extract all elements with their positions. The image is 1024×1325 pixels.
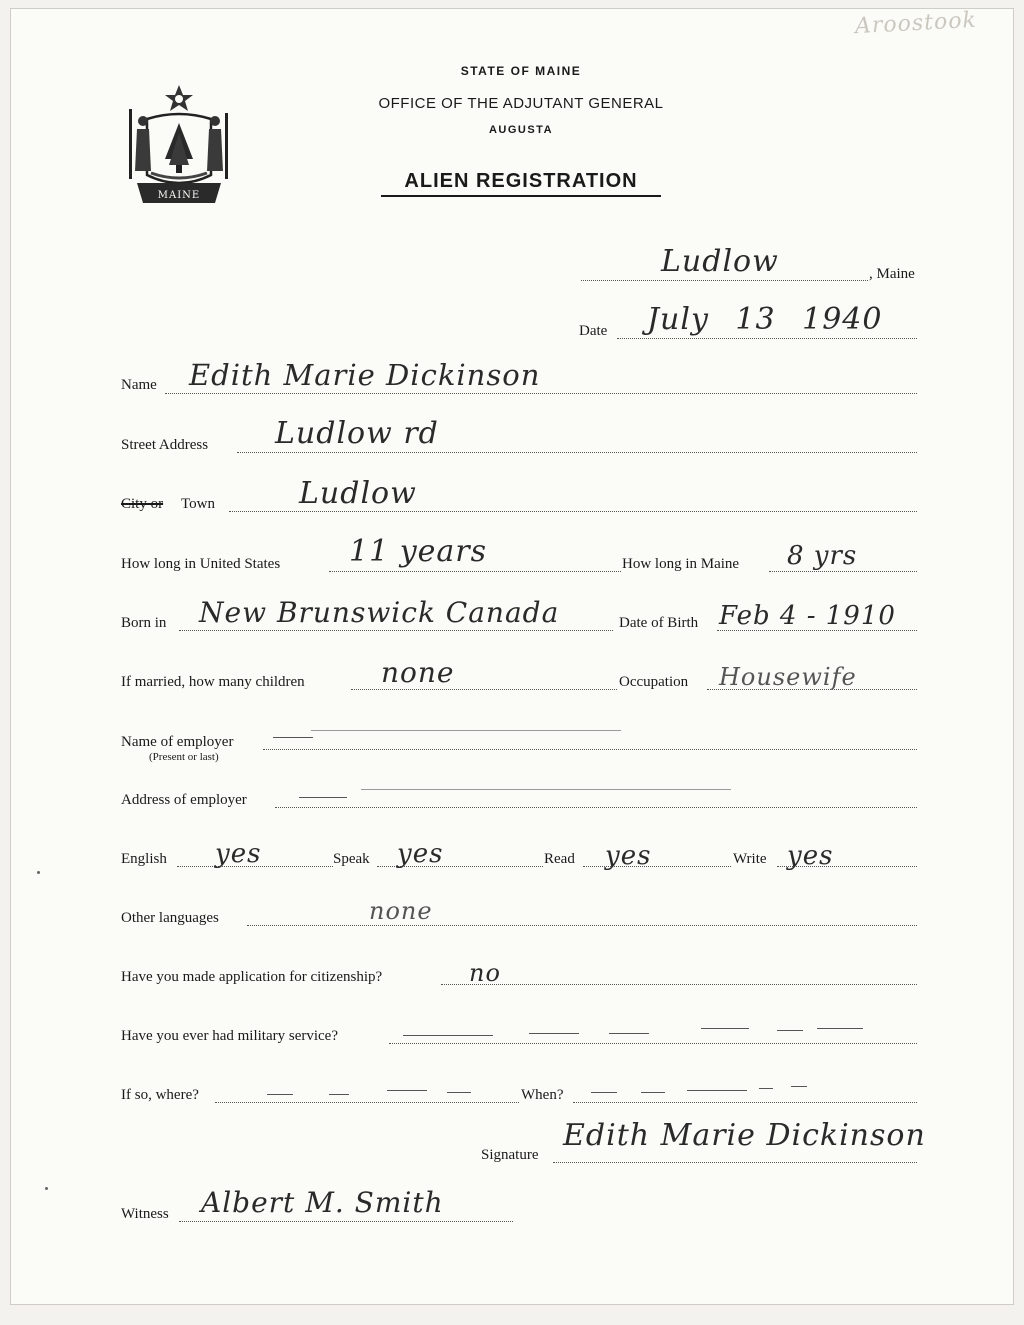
how-long-maine-dotted-line	[769, 571, 917, 572]
born-in-value[interactable]: New Brunswick Canada	[199, 596, 560, 629]
other-languages-dotted-line	[247, 925, 917, 926]
date-dotted-line	[617, 338, 917, 339]
children-value[interactable]: none	[381, 656, 455, 689]
how-long-us-dotted-line	[329, 571, 621, 572]
how-long-maine-label: How long in Maine	[622, 556, 740, 572]
military-where-dash	[447, 1092, 471, 1093]
signature-dotted-line	[553, 1162, 917, 1163]
registration-form	[10, 8, 1014, 1305]
street-address-value[interactable]: Ludlow rd	[275, 416, 439, 451]
military-when-label: When?	[521, 1087, 564, 1103]
title-underline	[381, 195, 661, 197]
signature-value[interactable]: Edith Marie Dickinson	[563, 1118, 926, 1153]
military-dash	[777, 1030, 803, 1031]
children-label: If married, how many children	[121, 674, 305, 690]
other-languages-label: Other languages	[121, 910, 219, 926]
date-value[interactable]: July 13 1940	[647, 302, 883, 337]
office-heading: OFFICE OF THE ADJUTANT GENERAL	[378, 95, 664, 112]
military-when-dash	[641, 1092, 665, 1093]
military-dash	[403, 1035, 493, 1036]
military-dash	[817, 1028, 863, 1029]
employer-name-dash	[273, 737, 313, 738]
speak-value[interactable]: yes	[397, 839, 444, 869]
military-when-dash	[591, 1092, 617, 1093]
military-dash	[701, 1028, 749, 1029]
name-dotted-line	[165, 393, 917, 394]
military-when-dash	[759, 1088, 773, 1089]
occupation-value[interactable]: Housewife	[719, 663, 857, 691]
citizenship-value[interactable]: no	[469, 959, 501, 987]
read-label: Read	[544, 851, 575, 867]
military-where-dash	[387, 1090, 427, 1091]
employer-name-sublabel: (Present or last)	[149, 751, 219, 763]
how-long-us-value[interactable]: 11 years	[349, 534, 488, 569]
born-in-label: Born in	[121, 615, 167, 631]
street-address-label: Street Address	[121, 437, 209, 453]
street-address-dotted-line	[237, 452, 917, 453]
citizenship-dotted-line	[441, 984, 917, 985]
english-label: English	[121, 851, 167, 867]
name-value[interactable]: Edith Marie Dickinson	[189, 358, 541, 392]
military-dash	[609, 1033, 649, 1034]
signature-label: Signature	[481, 1147, 539, 1163]
other-languages-value[interactable]: none	[369, 897, 433, 925]
maine-suffix: , Maine	[869, 266, 915, 282]
employer-address-dash	[361, 789, 731, 790]
corner-note: Aroostook	[854, 7, 978, 40]
city-town-value[interactable]: Ludlow	[299, 476, 417, 511]
employer-name-dotted-line	[263, 749, 917, 750]
town-field-dotted-line	[229, 511, 917, 512]
paper-speck	[45, 1187, 48, 1190]
date-of-birth-label: Date of Birth	[619, 615, 699, 631]
page-title: ALIEN REGISTRATION	[404, 170, 638, 192]
maine-seal-icon	[123, 79, 235, 209]
name-label: Name	[121, 377, 157, 393]
how-long-us-label: How long in United States	[121, 556, 281, 572]
employer-name-label: Name of employer	[121, 734, 234, 750]
paper-speck	[37, 871, 40, 874]
military-when-dash	[687, 1090, 747, 1091]
witness-dotted-line	[179, 1221, 513, 1222]
military-when-dash	[791, 1086, 807, 1087]
read-value[interactable]: yes	[605, 841, 652, 871]
military-where-label: If so, where?	[121, 1087, 199, 1103]
date-of-birth-value[interactable]: Feb 4 - 1910	[719, 601, 896, 631]
town-label: Town	[181, 496, 215, 512]
english-value[interactable]: yes	[215, 839, 262, 869]
how-long-maine-value[interactable]: 8 yrs	[787, 541, 858, 571]
children-dotted-line	[351, 689, 617, 690]
employer-address-dash	[299, 797, 347, 798]
town-dotted-line	[581, 280, 868, 281]
town-value[interactable]: Ludlow	[661, 244, 779, 279]
employer-name-dash	[311, 730, 621, 731]
military-where-dash	[267, 1094, 293, 1095]
military-where-dotted-line	[215, 1102, 519, 1103]
citizenship-label: Have you made application for citizenship?	[121, 969, 383, 985]
date-label: Date	[579, 323, 608, 339]
seal-label: MAINE	[157, 190, 201, 201]
occupation-label: Occupation	[619, 674, 689, 690]
employer-address-dotted-line	[275, 807, 917, 808]
military-label: Have you ever had military service?	[121, 1028, 338, 1044]
city-heading: AUGUSTA	[488, 124, 554, 136]
write-label: Write	[733, 851, 767, 867]
state-heading: STATE OF MAINE	[460, 64, 582, 78]
witness-label: Witness	[121, 1206, 169, 1222]
city-label-struck: City or	[121, 496, 164, 512]
speak-label: Speak	[333, 851, 370, 867]
military-dash	[529, 1033, 579, 1034]
military-when-dotted-line	[573, 1102, 917, 1103]
witness-value[interactable]: Albert M. Smith	[201, 1186, 444, 1219]
write-value[interactable]: yes	[787, 841, 834, 871]
employer-address-label: Address of employer	[121, 792, 247, 808]
military-where-dash	[329, 1094, 349, 1095]
born-in-dotted-line	[179, 630, 613, 631]
military-dotted-line	[389, 1043, 917, 1044]
